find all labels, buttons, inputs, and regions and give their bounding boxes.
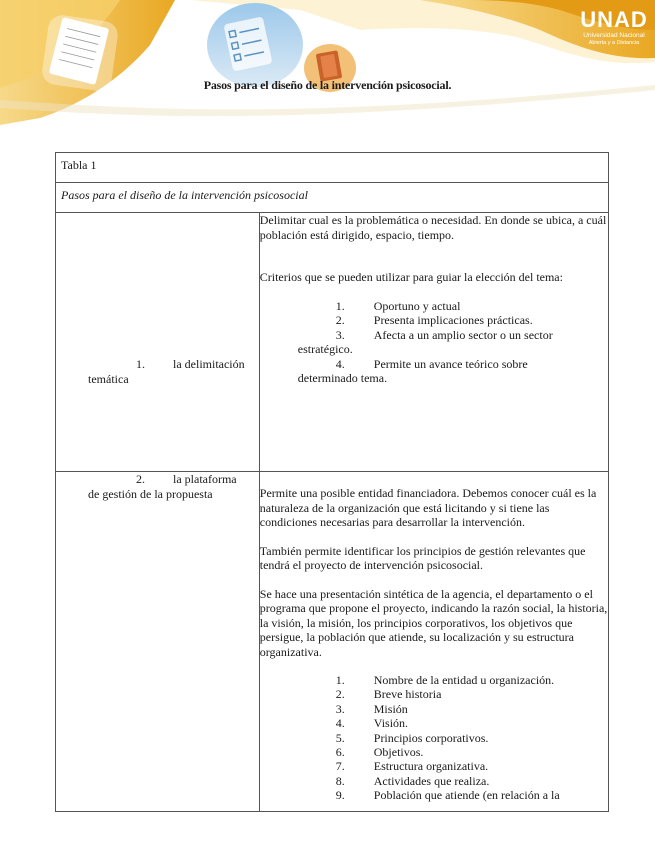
- logo-main-text: UNAD: [580, 7, 648, 32]
- step-2-label-cont: de gestión de la propuesta: [88, 486, 213, 501]
- organization-items-list: [260, 673, 608, 803]
- list-item: 6. Objetivos.: [335, 745, 424, 760]
- step-2-paragraph-2: También permite identificar los principios de gestión relevantes que tendrá el proyecto de intervención psicosocial.: [259, 543, 586, 572]
- document-title: Pasos para el diseño de la intervención psicosocial.: [203, 78, 452, 92]
- step-1-intro: Delimitar cual es la problemática o necesidad. En donde se ubica, a cuál población está dirigido, espacio, tiempo.: [259, 213, 607, 242]
- list-item: 4. Visión.: [335, 716, 409, 731]
- list-item: 7. Estructura organizativa.: [335, 759, 489, 774]
- criteria-list: [260, 299, 608, 386]
- step-1-label-cell: [56, 213, 260, 472]
- steps-table: [55, 152, 609, 812]
- step-2-label-cell: [56, 472, 260, 812]
- step-2-label: 2. la plataforma: [136, 472, 237, 486]
- page-header-banner: [0, 0, 655, 135]
- logo-subtitle-2: Abierta y a Distancia: [588, 40, 640, 46]
- table-row: [56, 213, 609, 472]
- step-1-description-cell: [259, 213, 608, 472]
- list-item: 3. Misión: [335, 701, 408, 716]
- step-2-paragraph-1: Permite una posible entidad financiadora. Debemos conocer cuál es la naturaleza de la organización que está licitando y si tiene las condiciones necesarias para desarrollar la intervención.: [259, 486, 597, 529]
- step-1-label-cont: temática: [88, 371, 129, 386]
- table-title-row: [56, 183, 609, 213]
- list-item: 2. Presenta implicaciones prácticas.: [335, 313, 533, 327]
- table-title: Pasos para el diseño de la intervención psicosocial: [56, 183, 609, 213]
- table-caption-row: [56, 153, 609, 183]
- header-decoration: [0, 0, 655, 135]
- list-item: 8. Actividades que realiza.: [335, 773, 490, 788]
- step-1-label: 1. la delimitación: [136, 357, 245, 371]
- step-2-description-cell: [259, 472, 608, 812]
- step-2-paragraph-3: Se hace una presentación sintética de la agencia, el departamento o el programa que propone el proyecto, indicando la razón social, la historia, la visión, la misión, los principios corporativos, los objetivos que persigue, la población que atiende, su localización y su estructura organizativa.: [259, 586, 608, 659]
- list-item: 1. Nombre de la entidad u organización.: [335, 673, 555, 687]
- list-item: 3. Afecta a un amplio sector o un sector estratégico.: [297, 327, 553, 356]
- table-number: Tabla 1: [56, 153, 609, 183]
- list-item: 4. Permite un avance teórico sobre determinado tema.: [297, 356, 528, 385]
- logo-subtitle-1: Universidad Nacional: [583, 32, 645, 39]
- unad-logo: [578, 8, 650, 47]
- table-row: [56, 472, 609, 812]
- criteria-heading: Criterios que se pueden utilizar para guiar la elección del tema:: [259, 270, 563, 284]
- list-item: 9. Población que atiende (en relación a la: [335, 788, 560, 803]
- list-item: 5. Principios corporativos.: [335, 730, 489, 745]
- list-item: 2. Breve historia: [335, 687, 442, 702]
- list-item: 1. Oportuno y actual: [335, 298, 461, 313]
